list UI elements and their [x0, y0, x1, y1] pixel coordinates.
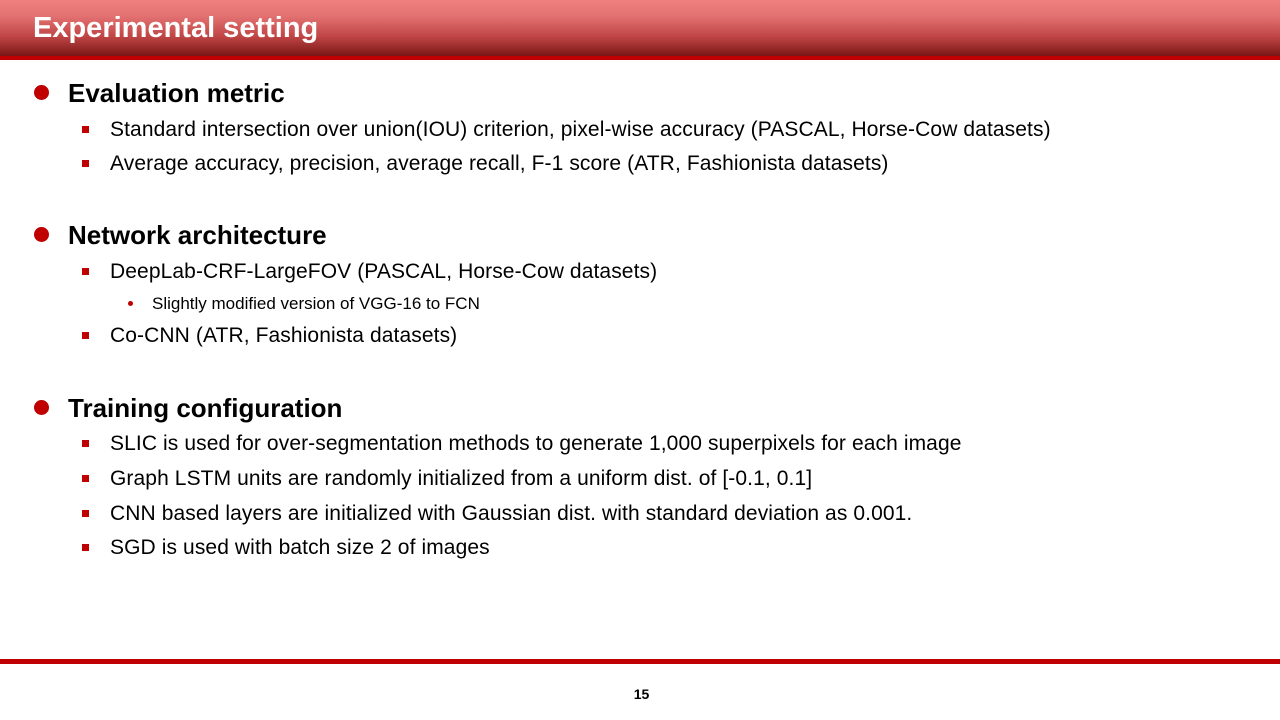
- section-heading-text: Evaluation metric: [68, 78, 285, 108]
- list-item: [110, 535, 490, 561]
- list-item-text: SLIC is used for over-segmentation methods to generate 1,000 superpixels for each image: [110, 432, 962, 455]
- list-item: [110, 466, 812, 492]
- list-item: [110, 151, 889, 177]
- red-square-bullet-icon: [82, 475, 89, 482]
- list-item-text: Co-CNN (ATR, Fashionista datasets): [110, 324, 458, 347]
- list-item-text: Graph LSTM units are randomly initialized from a uniform dist. of [-0.1, 0.1]: [110, 467, 813, 490]
- red-square-bullet-icon: [82, 440, 89, 447]
- red-square-bullet-icon: [82, 332, 89, 339]
- sub-list-item: [152, 293, 480, 315]
- list-item-text: CNN based layers are initialized with Gaussian dist. with standard deviation as 0.001.: [110, 502, 913, 525]
- section-heading-network-architecture: [68, 220, 327, 250]
- section-heading-training-configuration: [68, 393, 342, 423]
- section-heading-text: Training configuration: [68, 393, 343, 423]
- slide-title: Experimental setting: [33, 12, 319, 44]
- red-dot-bullet-icon: [128, 301, 133, 306]
- red-square-bullet-icon: [82, 126, 89, 133]
- list-item-text: DeepLab-CRF-LargeFOV (PASCAL, Horse-Cow datasets): [110, 260, 658, 283]
- list-item: [110, 431, 962, 457]
- red-square-bullet-icon: [82, 268, 89, 275]
- red-square-bullet-icon: [82, 510, 89, 517]
- red-circle-bullet-icon: [34, 400, 49, 415]
- red-square-bullet-icon: [82, 160, 89, 167]
- list-item: [110, 259, 657, 285]
- red-circle-bullet-icon: [34, 85, 49, 100]
- section-heading-evaluation-metric: [68, 78, 285, 108]
- list-item-text: Average accuracy, precision, average recall, F-1 score (ATR, Fashionista datasets): [110, 152, 889, 175]
- list-item: [110, 117, 1051, 143]
- page-number: 15: [633, 686, 650, 702]
- footer-divider: [0, 659, 1280, 664]
- list-item: [110, 323, 457, 349]
- red-circle-bullet-icon: [34, 227, 49, 242]
- red-square-bullet-icon: [82, 544, 89, 551]
- list-item-text: SGD is used with batch size 2 of images: [110, 536, 490, 559]
- section-heading-text: Network architecture: [68, 220, 327, 250]
- list-item-text: Standard intersection over union(IOU) criterion, pixel-wise accuracy (PASCAL, Horse-Cow datasets): [110, 118, 1051, 141]
- list-item: [110, 501, 912, 527]
- title-bar: [0, 0, 1280, 60]
- sub-list-item-text: Slightly modified version of VGG-16 to FCN: [152, 294, 480, 313]
